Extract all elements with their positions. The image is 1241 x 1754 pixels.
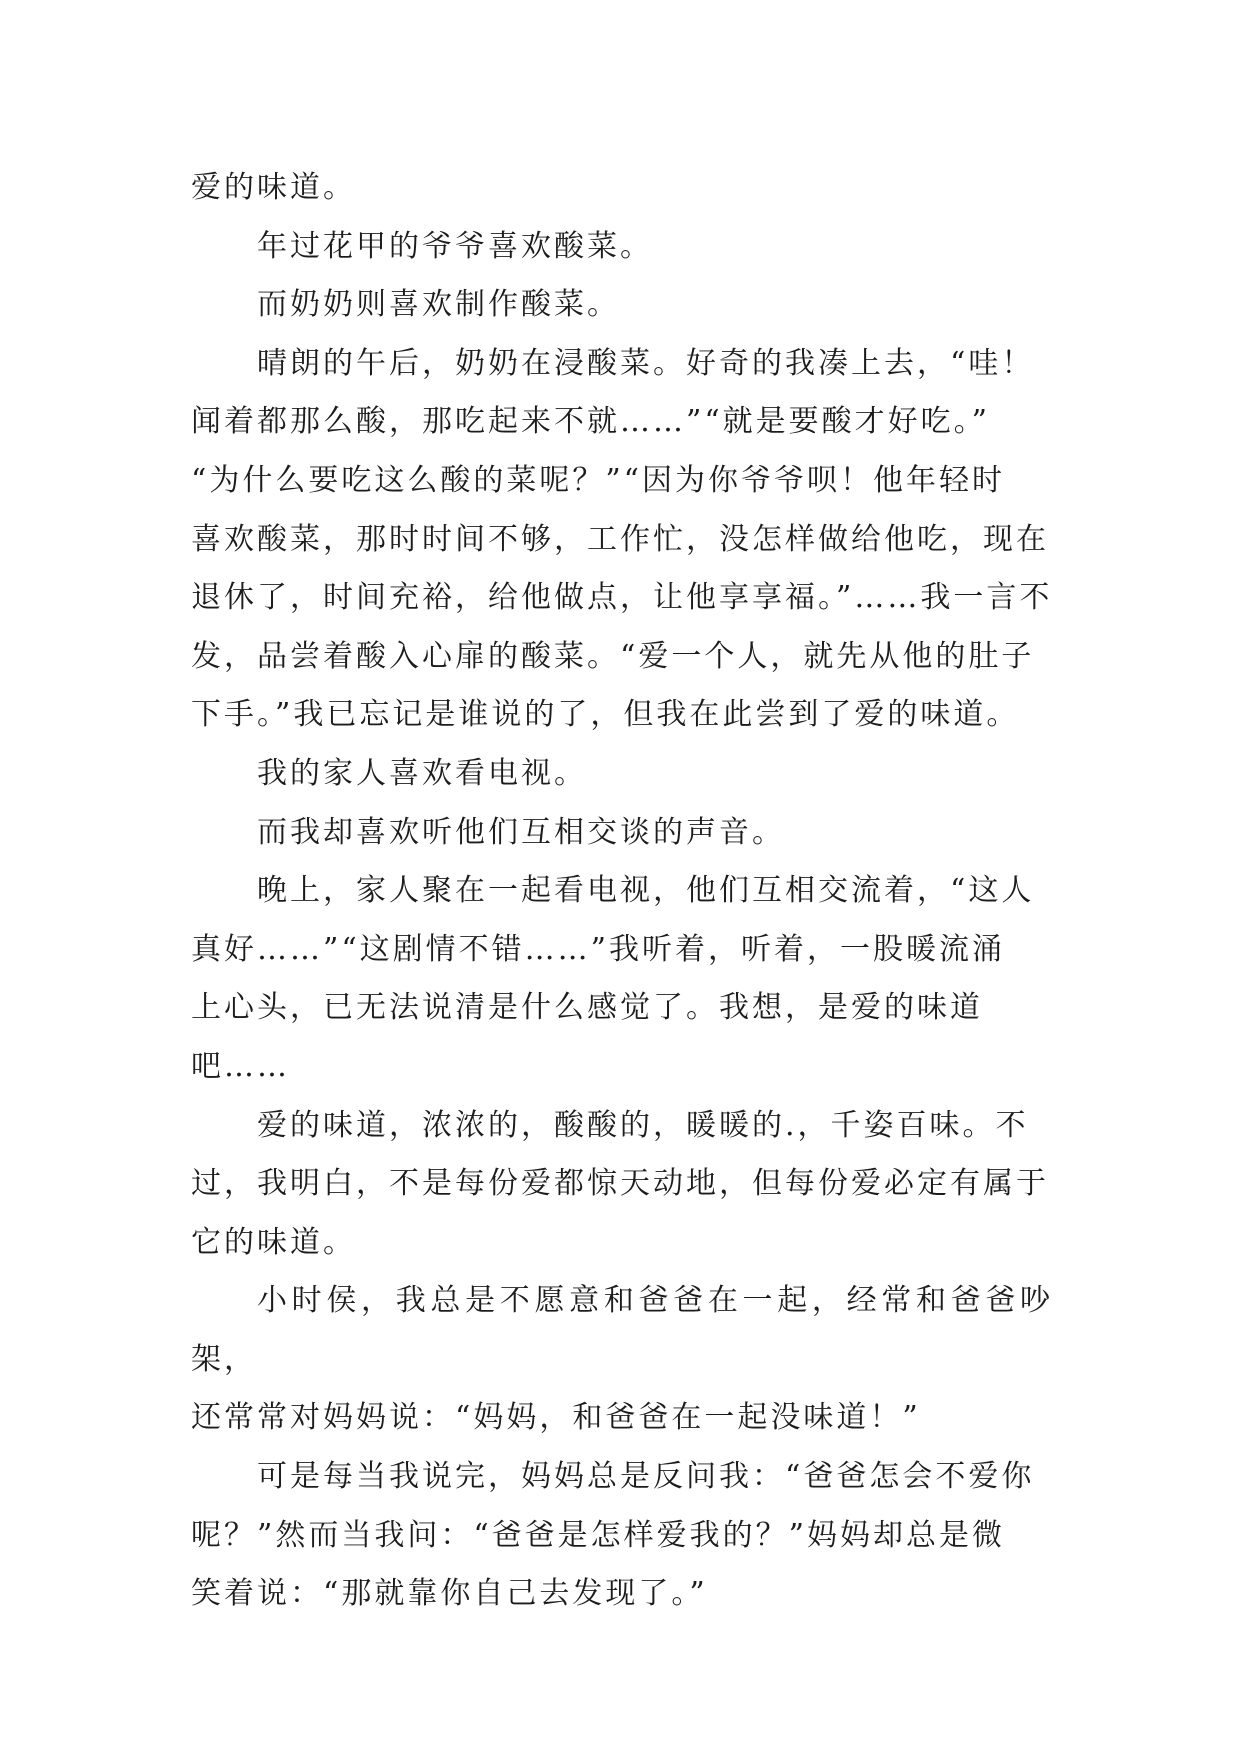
paragraph-3: 而奶奶则喜欢制作酸菜。 (257, 287, 620, 323)
paragraph-6: 而我却喜欢听他们互相交谈的声音。 (257, 814, 785, 850)
paragraph-4: 晴朗的午后，奶奶在浸酸菜。好奇的我凑上去，“哇！ 闻着都那么酸，那吃起来不就……”“就是要酸才好吃。” “为什么要吃这么酸的菜呢？”“因为你爷爷呗！他年轻时 喜欢酸菜，那时时间不够，工作忙，没怎样做给他吃，现在 退休了，时间充裕，给他做点，让他享享福。”……我一言不 发，品尝着酸入心扉的酸菜。“爱一个人，就先从他的肚子 下手。”我已忘记是谁说的了，但我在此尝到了爱的味道。 (191, 345, 1053, 733)
paragraph-7: 晚上，家人聚在一起看电视，他们互相交流着，“这人 真好……”“这剧情不错……”我听着，听着，一股暖流涌 上心头，已无法说清是什么感觉了。我想，是爱的味道 吧…… (191, 873, 1035, 1084)
paragraph-5: 我的家人喜欢看电视。 (257, 755, 587, 791)
paragraph-9: 小时侯，我总是不愿意和爸爸在一起，经常和爸爸吵架， 还常常对妈妈说：“妈妈，和爸爸在一起没味道！” (191, 1283, 1053, 1436)
paragraph-10: 可是每当我说完，妈妈总是反问我：“爸爸怎会不爱你 呢？”然而当我问：“爸爸是怎样爱我的？”妈妈却总是微 笑着说：“那就靠你自己去发现了。” (191, 1459, 1035, 1612)
document-body (191, 159, 1053, 1624)
paragraph-2: 年过花甲的爷爷喜欢酸菜。 (257, 228, 653, 264)
paragraph-1: 爱的味道。 (191, 170, 356, 205)
paragraph-8: 爱的味道，浓浓的，酸酸的，暖暖的.，千姿百味。不 过，我明白，不是每份爱都惊天动地，但每份爱必定有属于 它的味道。 (191, 1107, 1049, 1260)
